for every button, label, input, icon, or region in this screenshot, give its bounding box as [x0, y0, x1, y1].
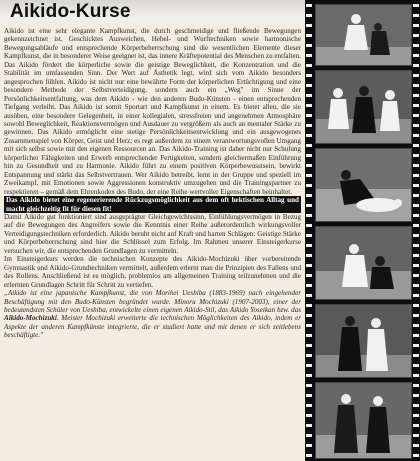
film-perforation-left	[306, 0, 312, 461]
photo-hakama-pair	[315, 382, 412, 459]
photo-standing-pair	[315, 304, 412, 378]
history-quote	[4, 289, 301, 340]
intro-paragraph: Aikido ist eine sehr elegante Kampfkunst, die durch geschmeidige und fließende Bewegungen gekennzeichnet ist. Geschicktes Ausweichen, Hebel- und Wurftechniken sowie harmonische Bewegungsabläufe und entsprechende Körperbeherrschung sind die wesentlichen Elemente dieser Kampfkunst, die in besonderer Weise geeignet ist, das innere Kräftepotential des Menschen zu entfalten. Das Aikido fördert die körperliche sowie die geistige Beweglichkeit, die Konzentration und die Stabilität im umfassenden Sinn. Der Wert auf Ästhetik legt, wird sich vom Aikido besonders angesprochen fühlen. Aikido ist nicht nur eine bewährte Form der körperlichen Ertüchtigung und eine besondere Methode der Selbstverteidigung, sondern auch ein „Weg" im Sinne der Persönlichkeitsentfaltung, was dem Aikido - wie den anderen Budo-Künsten - einen entsprechenden Tiefgang verleiht. Das Aikido ist somit Sportart und Kampfkunst in einem. Es bietet allen, die sie ausüben, eine besondere Gelegenheit, in einer kollegialen, stressfreien und angenehmen Atmosphäre sowohl Beweglichkeit, Reaktionsvermögen und Ausdauer zu vergrößern als auch an mentaler Stärke zu gewinnen. Das Aikido ermöglicht eine stetige Persönlichkeitsentwicklung und ein ausgewogenes Zusammenspiel von Körper, Geist und Herz; es regt außerdem zu einem verantwortungsvollen Umgang mit sich selbst sowie mit den eigenen Ressourcen an. Das Aikido-Training ist daher nicht nur Schulung körperlicher Fähigkeiten und Erwerb entsprechender Fertigkeiten, sondern gleichermaßen Einführung hin zu Gesundheit und zu Harmonie. Aikido führt zu einem positiven Körperbewusstsein, bewirkt Entspannung und stärkt das Selbstvertrauen. Wer Aikido betreibt, lernt in der Gruppe und speziell im Zweikampf, mit Emotionen sowie Aggressionen konstruktiv umzugehen und die Trainingspartner zu respektieren – gemäß dem Ehrenkodex des Budo, der eine Reihe wertvoller Eigenschaften beinhaltet.	[4, 27, 301, 196]
photo-kneeling-hold	[315, 226, 412, 300]
photo-overhead-throw	[315, 4, 412, 66]
article-body	[4, 27, 301, 340]
film-perforation-right	[413, 0, 419, 461]
photo-group-practice	[315, 70, 412, 144]
page-title: Aikido-Kurse	[10, 1, 131, 22]
course-paragraph: Im Einsteigerkurs werden die technischen Konzepte des Aikido-Mochizuki über vorbereitende Gymnastik und Aikido-Grundtechniken vermittelt, außerdem erlernt man die Prinzipien des Fallens und des Rollens. Anschließend ist es möglich, problemlos am allgemeinen Training teilzunehmen und die erlernten Grundlagen Schritt für Schritt zu vertiefen.	[4, 255, 301, 289]
photo-pin-technique	[315, 148, 412, 222]
film-strip	[305, 0, 420, 461]
technique-paragraph: Damit Aikido gut funktioniert sind ausgeprägter Gleichgewichtssinn, Einfühlungsvermögen in Bezug auf die Bewegungen des Angreifers sowie die Kenntnis einer Reihe außerordentlich wirkungsvoller Verteidigungstechniken erforderlich. Aikido beruht nicht auf Kraft und harten Schlägen: Geistige Stärke und Körperbeherrschung sind hier die Schlüssel zum Erfolg. Im Rahmen unserer Einsteigerkurse versuchen wir, die entsprechenden Grundlagen zu vermitteln.	[4, 212, 301, 255]
quote-text-2: . Meister Mochizuki erweiterte die technischen Möglichkeiten des Aikido, indem er Aspekte der anderen Kampfkünste integrierte, die er studiert hatte und mit denen er sich zeitlebens beschäftigte."	[4, 314, 301, 340]
highlight-banner: Das Aikido bietet eine regenerierende Rückzugsmöglichkeit aus dem oft hektischen Alltag und macht gleichzeitig fit für diesen fit!	[6, 196, 299, 213]
quote-text-1: „Aikido ist eine japanische Kampfkunst, die von Morihei Ueshiba (1883-1969) nach eingehender Beschäftigung mit den Budo-Künsten begründet wurde. Minoru Mochizuki (1907-2003), einer der bedeutendsten Schüler von Ueshiba, entwickelte einen eigenen Aikido-Stil, das Aikido Yoseikan bzw. das	[4, 289, 301, 314]
quote-bold: Aikido-Mochizuki	[4, 314, 57, 323]
